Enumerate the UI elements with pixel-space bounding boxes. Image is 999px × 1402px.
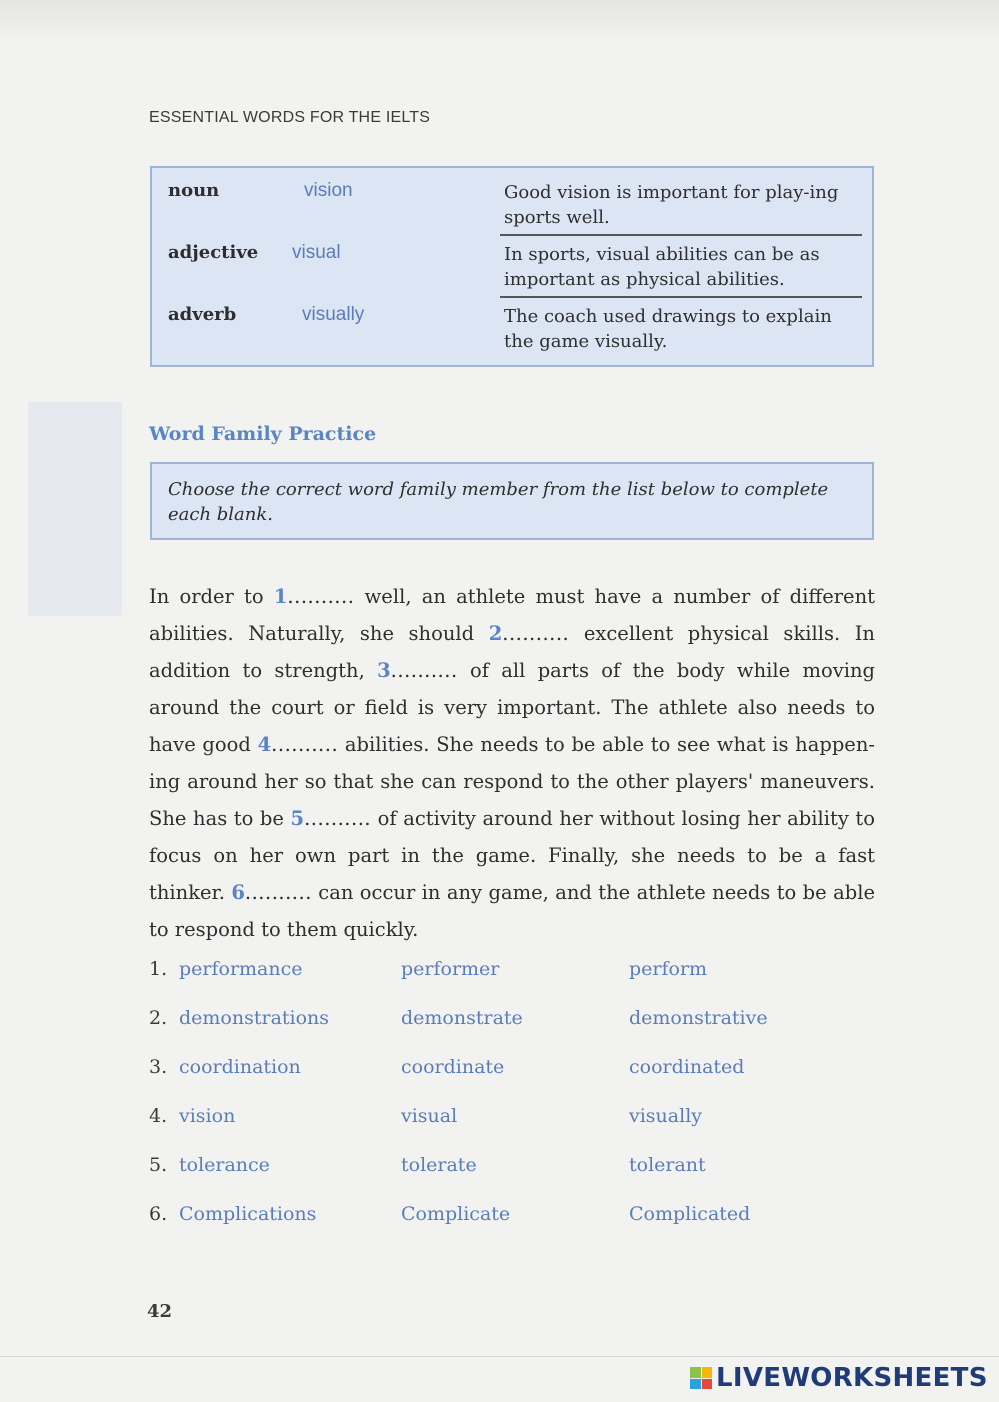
example-sentence: In sports, visual abilities can be as important as physical abilities. — [504, 244, 820, 290]
blank-number-6: 6 — [231, 881, 245, 904]
choice-option[interactable]: Complications — [179, 1203, 317, 1225]
section-title: Word Family Practice — [149, 423, 377, 445]
footer-divider — [0, 1356, 999, 1357]
choice-option[interactable]: coordinated — [629, 1056, 745, 1078]
passage-text: abilities. She needs to be able to see what is happen-ing around her so that she can respond to the other players' maneuvers. She has to be — [149, 733, 875, 830]
running-head: ESSENTIAL WORDS FOR THE IELTS — [149, 109, 431, 126]
choice-option[interactable]: visually — [629, 1105, 703, 1127]
part-of-speech: adjective — [168, 242, 259, 263]
choice-option[interactable]: tolerate — [401, 1154, 477, 1176]
blank-6[interactable]: .......... — [244, 881, 312, 904]
passage-text: In order to — [149, 585, 274, 608]
choice-option[interactable]: coordinate — [401, 1056, 505, 1078]
part-of-speech: adverb — [168, 304, 237, 325]
side-tab-decoration — [28, 402, 122, 616]
liveworksheets-logo-icon — [690, 1367, 712, 1389]
blank-number-4: 4 — [257, 733, 272, 756]
choice-row — [149, 1007, 875, 1037]
example-sentence: The coach used drawings to explain the game visually. — [504, 306, 832, 352]
choice-row — [149, 1105, 875, 1135]
choice-option[interactable]: demonstrate — [401, 1007, 523, 1029]
passage-text: of activity around her without losing her ability to focus on her own part in the game. Finally, she needs to be a fast thinker. — [149, 807, 875, 904]
choice-option[interactable]: performance — [179, 958, 303, 980]
choice-option[interactable]: coordination — [179, 1056, 301, 1078]
blank-number-1: 1 — [273, 585, 288, 608]
choice-row — [149, 1203, 875, 1233]
choice-number: 6. — [149, 1203, 168, 1225]
choice-option[interactable]: demonstrative — [629, 1007, 768, 1029]
choice-option[interactable]: tolerance — [179, 1154, 270, 1176]
brand-name: LIVEWORKSHEETS — [716, 1363, 988, 1393]
choice-option[interactable]: performer — [401, 958, 500, 980]
blank-number-5: 5 — [290, 807, 305, 830]
blank-3[interactable]: .......... — [390, 659, 458, 682]
choice-option[interactable]: tolerant — [629, 1154, 706, 1176]
choice-row — [149, 1154, 875, 1184]
choice-row — [149, 958, 875, 988]
family-word: visually — [302, 304, 365, 325]
page-top-shadow — [0, 0, 999, 40]
choice-number: 1. — [149, 958, 168, 980]
row-divider — [500, 296, 862, 298]
choice-number: 4. — [149, 1105, 168, 1127]
page-number: 42 — [147, 1301, 173, 1322]
passage — [149, 578, 875, 948]
blank-4[interactable]: .......... — [271, 733, 339, 756]
choice-number: 5. — [149, 1154, 168, 1176]
passage-text: can occur in any game, and the athlete needs to be able to respond to them quickly. — [149, 881, 875, 941]
family-word: vision — [304, 180, 353, 201]
choice-number: 3. — [149, 1056, 168, 1078]
family-word: visual — [292, 242, 341, 263]
passage-text: excellent physical skills. In addition to strength, — [149, 622, 875, 682]
blank-5[interactable]: .......... — [304, 807, 372, 830]
choice-option[interactable]: Complicated — [629, 1203, 751, 1225]
blank-number-2: 2 — [488, 622, 503, 645]
row-divider — [500, 234, 862, 236]
choice-number: 2. — [149, 1007, 168, 1029]
choice-option[interactable]: demonstrations — [179, 1007, 330, 1029]
choice-option[interactable]: vision — [179, 1105, 236, 1127]
choice-option[interactable]: Complicate — [401, 1203, 511, 1225]
blank-1[interactable]: .......... — [287, 585, 355, 608]
choice-option[interactable]: perform — [629, 958, 708, 980]
word-family-table — [150, 166, 874, 367]
blank-2[interactable]: .......... — [502, 622, 570, 645]
choice-option[interactable]: visual — [401, 1105, 458, 1127]
blank-number-3: 3 — [377, 659, 391, 682]
passage-text: of all parts of the body while moving around the court or field is very important. The athlete also needs to have good — [149, 659, 875, 756]
example-sentence: Good vision is important for play-ing sports well. — [504, 182, 839, 228]
instructions-box: Choose the correct word family member from the list below to complete each blank. — [150, 462, 874, 540]
choice-row — [149, 1056, 875, 1086]
liveworksheets-brand[interactable] — [690, 1363, 988, 1393]
part-of-speech: noun — [168, 180, 220, 201]
passage-text: well, an athlete must have a number of different abilities. Naturally, she should — [149, 585, 875, 645]
